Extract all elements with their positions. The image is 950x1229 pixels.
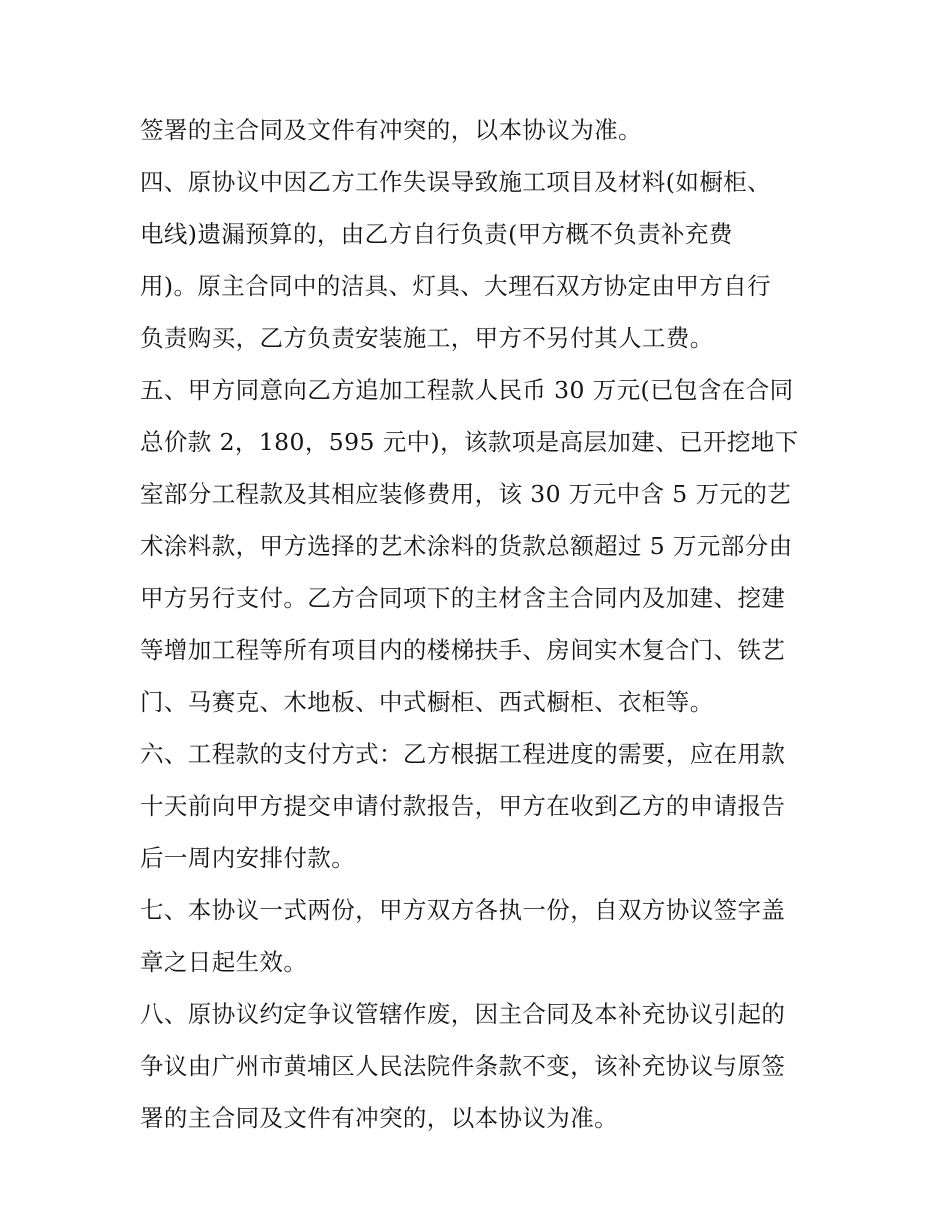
text-line-1: 签署的主合同及文件有冲突的，以本协议为准。 (140, 116, 642, 144)
text-line-5: 负责购买，乙方负责安装施工，甲方不另付其人工费。 (140, 324, 714, 352)
text-line-16: 七、本协议一式两份，甲方双方各执一份，自双方协议签字盖 (140, 896, 786, 924)
text-line-19: 争议由广州市黄埔区人民法院件条款不变，该补充协议与原签 (140, 1052, 786, 1080)
text-line-20: 署的主合同及文件有冲突的，以本协议为准。 (140, 1104, 618, 1132)
text-line-8: 室部分工程款及其相应装修费用，该 30 万元中含 5 万元的艺 (140, 480, 792, 508)
text-line-9: 术涂料款，甲方选择的艺术涂料的货款总额超过 5 万元部分由 (140, 532, 793, 560)
document-body (140, 104, 820, 1144)
text-line-7: 总价款 2，180，595 元中)，该款项是高层加建、已开挖地下 (140, 428, 799, 456)
text-line-18: 八、原协议约定争议管辖作废，因主合同及本补充协议引起的 (140, 1000, 786, 1028)
text-line-4: 用)。原主合同中的洁具、灯具、大理石双方协定由甲方自行 (140, 272, 771, 300)
text-line-17: 章之日起生效。 (140, 948, 308, 976)
text-line-15: 后一周内安排付款。 (140, 844, 356, 872)
text-line-12: 门、马赛克、木地板、中式橱柜、西式橱柜、衣柜等。 (140, 688, 714, 716)
text-line-3: 电线)遗漏预算的，由乙方自行负责(甲方概不负责补充费 (140, 220, 733, 248)
text-line-11: 等增加工程等所有项目内的楼梯扶手、房间实木复合门、铁艺 (140, 636, 786, 664)
text-line-10: 甲方另行支付。乙方合同项下的主材含主合同内及加建、挖建 (140, 584, 786, 612)
text-line-2: 四、原协议中因乙方工作失误导致施工项目及材料(如橱柜、 (140, 168, 771, 196)
text-line-14: 十天前向甲方提交申请付款报告，甲方在收到乙方的申请报告 (140, 792, 786, 820)
text-line-6: 五、甲方同意向乙方追加工程款人民币 30 万元(已包含在合同 (140, 376, 794, 404)
text-line-13: 六、工程款的支付方式：乙方根据工程进度的需要，应在用款 (140, 740, 786, 768)
